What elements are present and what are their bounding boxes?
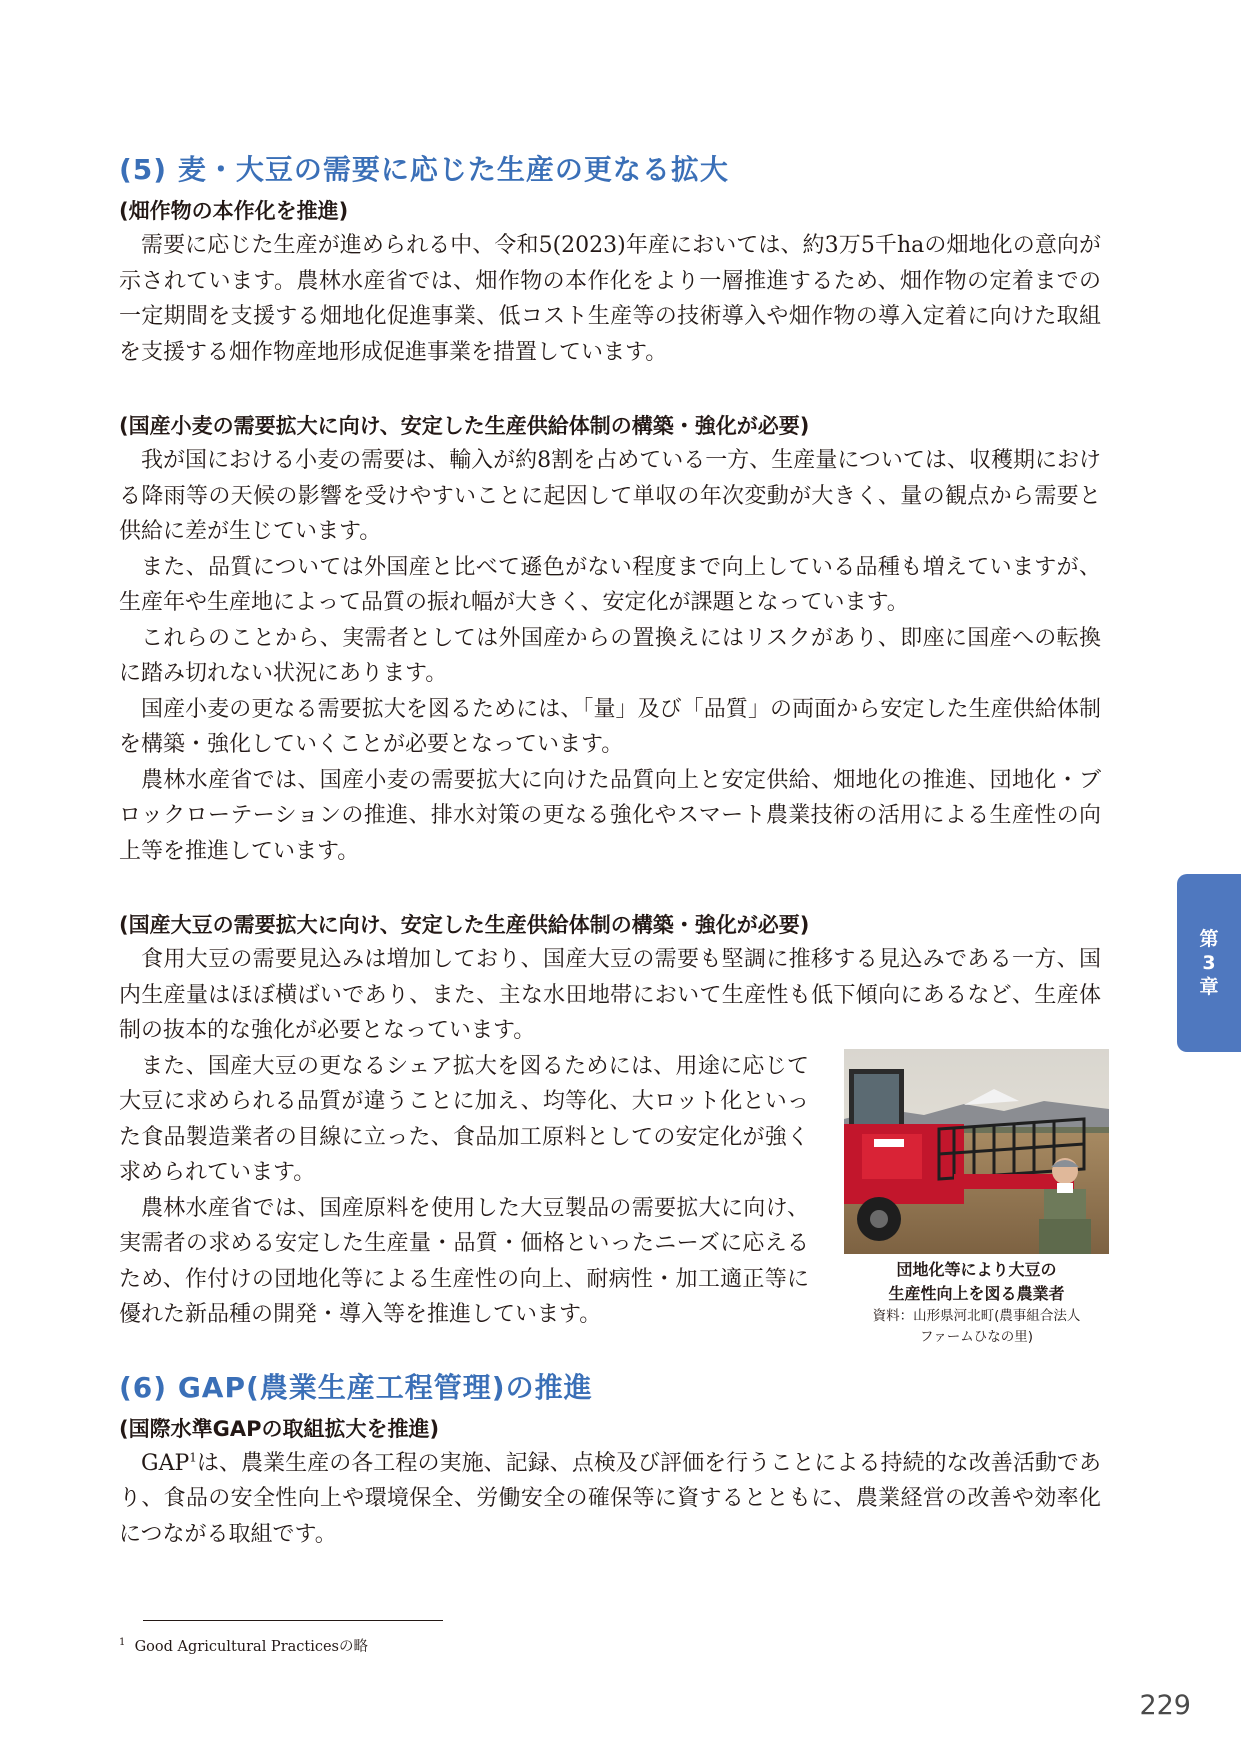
- photo-figure: [844, 1049, 1109, 1348]
- paragraph: 農林水産省では、国産原料を使用した大豆製品の需要拡大に向け、実需者の求める安定した生産量・品質・価格といったニーズに応えるため、作付けの団地化等による生産性の向上、耐病性・加工適正等に優れた新品種の開発・導入等を推進しています。: [119, 1195, 809, 1327]
- footnote-mark: 1: [119, 1637, 126, 1649]
- chapter-tab[interactable]: [1177, 874, 1241, 1052]
- footnote-text: Good Agricultural Practicesの略: [134, 1639, 368, 1655]
- main-content: [119, 150, 1101, 1552]
- footnote-reference[interactable]: 1: [189, 1450, 197, 1465]
- figure-source-line2: ファームひなの里): [920, 1328, 1033, 1345]
- paragraph: 国産小麦の更なる需要拡大を図るためには、「量」及び「品質」の両面から安定した生産供給体制を構築・強化していくことが必要となっています。: [119, 696, 1101, 757]
- gap-paragraph-text: は、農業生産の各工程の実施、記録、点検及び評価を行うことによる持続的な改善活動であり、食品の安全性向上や環境保全、労働安全の確保等に資するとともに、農業経営の改善や効率化につながる取組です。: [119, 1450, 1101, 1547]
- section-5-subheading-3: (国産大豆の需要拡大に向け、安定した生産供給体制の構築・強化が必要): [119, 913, 810, 937]
- gap-term: GAP: [141, 1450, 190, 1476]
- section-6-subheading-1: (国際水準GAPの取組拡大を推進): [119, 1416, 440, 1441]
- paragraph-gap: [119, 1446, 1101, 1553]
- figure-caption-title-line2: 生産性向上を図る農業者: [888, 1283, 1065, 1303]
- paragraph: 農林水産省では、国産小麦の需要拡大に向けた品質向上と安定供給、畑地化の推進、団地化・ブロックローテーションの推進、排水対策の更なる強化やスマート農業技術の活用による生産性の向上等を推進しています。: [119, 767, 1101, 864]
- farmer-combine-photo: [844, 1049, 1109, 1254]
- section-5-subheading-1: (畑作物の本作化を推進): [119, 199, 349, 223]
- paragraph: 需要に応じた生産が進められる中、令和5(2023)年産においては、約3万5千haの畑地化の意向が示されています。農林水産省では、畑作物の本作化をより一層推進するため、畑作物の定着までの一定期間を支援する畑地化促進事業、低コスト生産等の技術導入や畑作物の導入定着に向けた取組を支援する畑作物産地形成促進事業を措置しています。: [119, 233, 1101, 365]
- figure-source-line1: 資料：山形県河北町(農事組合法人: [872, 1307, 1081, 1324]
- soy-section-with-figure: [119, 1049, 1101, 1345]
- paragraph: また、国産大豆の更なるシェア拡大を図るためには、用途に応じて大豆に求められる品質が違うことに加え、均等化、大ロット化といった食品製造業者の目線に立った、食品加工原料としての安定化が強く求められています。: [119, 1053, 809, 1185]
- chapter-tab-line1: 第: [1199, 928, 1219, 950]
- paragraph: これらのことから、実需者としては外国産からの置換えにはリスクがあり、即座に国産への転換に踏み切れない状況にあります。: [119, 625, 1101, 686]
- paragraph: 我が国における小麦の需要は、輸入が約8割を占めている一方、生産量については、収穫期における降雨等の天候の影響を受けやすいことに起因して単収の年次変動が大きく、量の観点から需要と供給に差が生じています。: [119, 448, 1101, 544]
- chapter-tab-line3: 章: [1199, 976, 1219, 998]
- section-5-subheading-2: (国産小麦の需要拡大に向け、安定した生産供給体制の構築・強化が必要): [119, 414, 810, 438]
- soy-text-column: [119, 1049, 809, 1333]
- footnote: [119, 1636, 368, 1658]
- figure-caption-title-line1: 団地化等により大豆の: [896, 1259, 1057, 1279]
- page-number: 229: [1139, 1690, 1191, 1721]
- footnote-divider: [143, 1620, 443, 1621]
- paragraph: また、品質については外国産と比べて遜色がない程度まで向上している品種も増えていますが、生産年や生産地によって品質の振れ幅が大きく、安定化が課題となっています。: [119, 554, 1101, 615]
- section-6-title: (6) GAP(農業生産工程管理)の推進: [119, 1370, 593, 1404]
- paragraph: 食用大豆の需要見込みは増加しており、国産大豆の需要も堅調に推移する見込みである一方、国内生産量はほぼ横ばいであり、また、主な水田地帯において生産性も低下傾向にあるなど、生産体制の抜本的な強化が必要となっています。: [119, 947, 1101, 1043]
- section-5-title: (5) 麦・大豆の需要に応じた生産の更なる拡大: [119, 153, 729, 186]
- chapter-tab-line2: 3: [1202, 952, 1216, 974]
